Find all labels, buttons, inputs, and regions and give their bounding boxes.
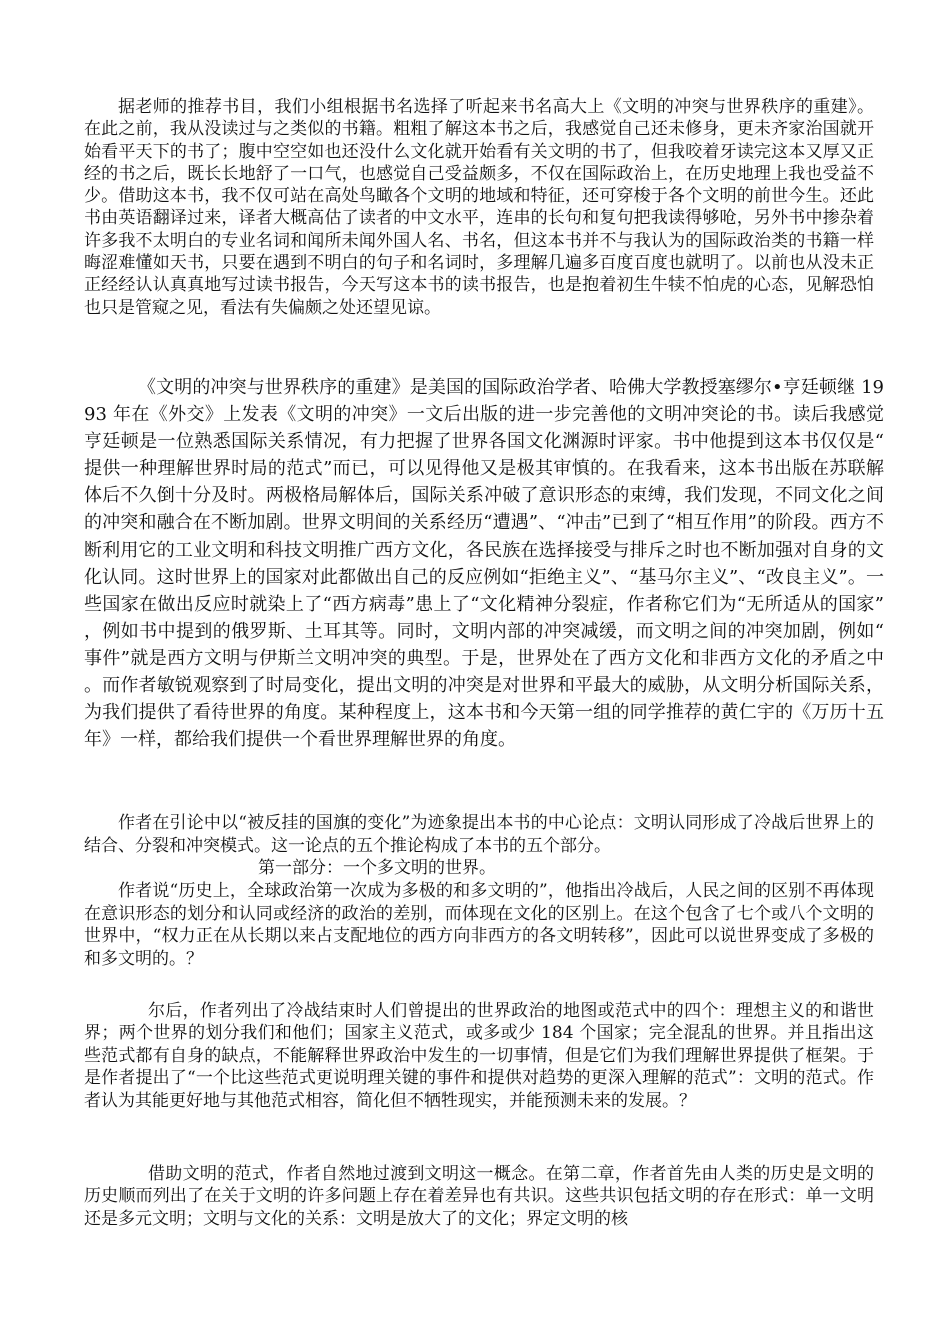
paragraph-overview: 《文明的冲突与世界秩序的重建》是美国的国际政治学者、哈佛大学教授塞缪尔•亨廷顿继 1993 年在《外交》上发表《文明的冲突》一文后出版的进一步完善他的文明冲突论的书。读后我感觉亨廷顿是一位熟悉国际关系情况，有力把握了世界各国文化渊源时评家。书中他提到这本书仅仅是“提供一种理解世界时局的范式”而已，可以见得他又是极其审慎的。在我看来，这本书出版在苏联解体后不久倒十分及时。两极格局解体后，国际关系冲破了意识形态的束缚，我们发现，不同文化之间的冲突和融合在不断加剧。世界文明间的关系经历“遭遇”、“冲击”已到了“相互作用”的阶段。西方不断利用它的工业文明和科技文明推广西方文化，各民族在选择接受与排斥之时也不断加强对自身的文化认同。这时世界上的国家对此都做出自己的反应例如“拒绝主义”、“基马尔主义”、“改良主义”。一些国家在做出反应时就染上了“西方病毒”患上了“文化精神分裂症，作者称它们为“无所适从的国家”，例如书中提到的俄罗斯、土耳其等。同时，文明内部的冲突减缓，而文明之间的冲突加剧，例如“事件”就是西方文明与伊斯兰文明冲突的典型。于是，世界处在了西方文化和非西方文化的矛盾之中。而作者敏锐观察到了时局变化，提出文明的冲突是对世界和平最大的威胁，从文明分析国际关系，为我们提供了看待世界的角度。某种程度上，这本书和今天第一组的同学推荐的黄仁宇的《万历十五年》一样，都给我们提供一个看世界理解世界的角度。	[84, 377, 884, 751]
paragraph-paradigms: 尔后，作者列出了冷战结束时人们曾提出的世界政治的地图或范式中的四个：理想主义的和谐世界；两个世界的划分我们和他们；国家主义范式，或多或少 184 个国家；完全混乱的世界。并且指出这些范式都有自身的缺点，不能解释世界政治中发生的一切事情，但是它们为我们理解世界提供了框架。于是作者提出了“一个比这些范式更说明理关键的事件和提供对趋势的更深入理解的范式”：文明的范式。作者认为其能更好地与其他范式相容，简化但不牺牲现实，并能预测未来的发展。？	[84, 1001, 874, 1111]
paragraph-thesis: 作者在引论中以“被反挂的国旗的变化”为迹象提出本书的中心论点：文明认同形成了冷战后世界上的结合、分裂和冲突模式。这一论点的五个推论构成了本书的五个部分。	[84, 813, 874, 856]
paragraph-multipolar: 作者说“历史上，全球政治第一次成为多极的和多文明的”，他指出冷战后，人民之间的区别不再体现在意识形态的划分和认同或经济的政治的差别，而体现在文化的区别上。在这个包含了七个或八个文明的世界中，“权力正在从长期以来占支配地位的西方向非西方的各文明转移”，因此可以说世界变成了多极的和多文明的。？	[84, 881, 874, 969]
paragraph-intro: 据老师的推荐书目，我们小组根据书名选择了听起来书名高大上《文明的冲突与世界秩序的重建》。在此之前，我从没读过与之类似的书籍。粗粗了解这本书之后，我感觉自己还未修身，更未齐家治国就开始看平天下的书了；腹中空空如也还没什么文化就开始看有关文明的书了，但我咬着牙读完这本又厚又正经的书之后，既长长地舒了一口气，也感觉自己受益颇多，不仅在国际政治上，在历史地理上我也受益不少。借助这本书，我不仅可站在高处鸟瞰各个文明的地域和特征，还可穿梭于各个文明的前世今生。还此书由英语翻译过来，译者大概高估了读者的中文水平，连串的长句和复句把我读得够呛，另外书中掺杂着许多我不太明白的专业名词和闻所未闻外国人名、书名，但这本书并不与我认为的国际政治类的书籍一样晦涩难懂如天书，只要在遇到不明白的句子和名词时，多理解几遍多百度百度也就明了。以前也从没未正正经经认认真真地写过读书报告，今天写这本书的读书报告，也是抱着初生牛犊不怕虎的心态，见解恐怕也只是管窥之见，看法有失偏颇之处还望见谅。	[84, 97, 874, 318]
paragraph-civilization-concept: 借助文明的范式，作者自然地过渡到文明这一概念。在第二章，作者首先由人类的历史是文明的历史顺而列出了在关于文明的许多问题上存在着差异也有共识。这些共识包括文明的存在形式：单一文明还是多元文明；文明与文化的关系：文明是放大了的文化；界定文明的核	[84, 1164, 874, 1229]
section-heading-part-one: 第一部分：一个多文明的世界。	[258, 858, 496, 878]
